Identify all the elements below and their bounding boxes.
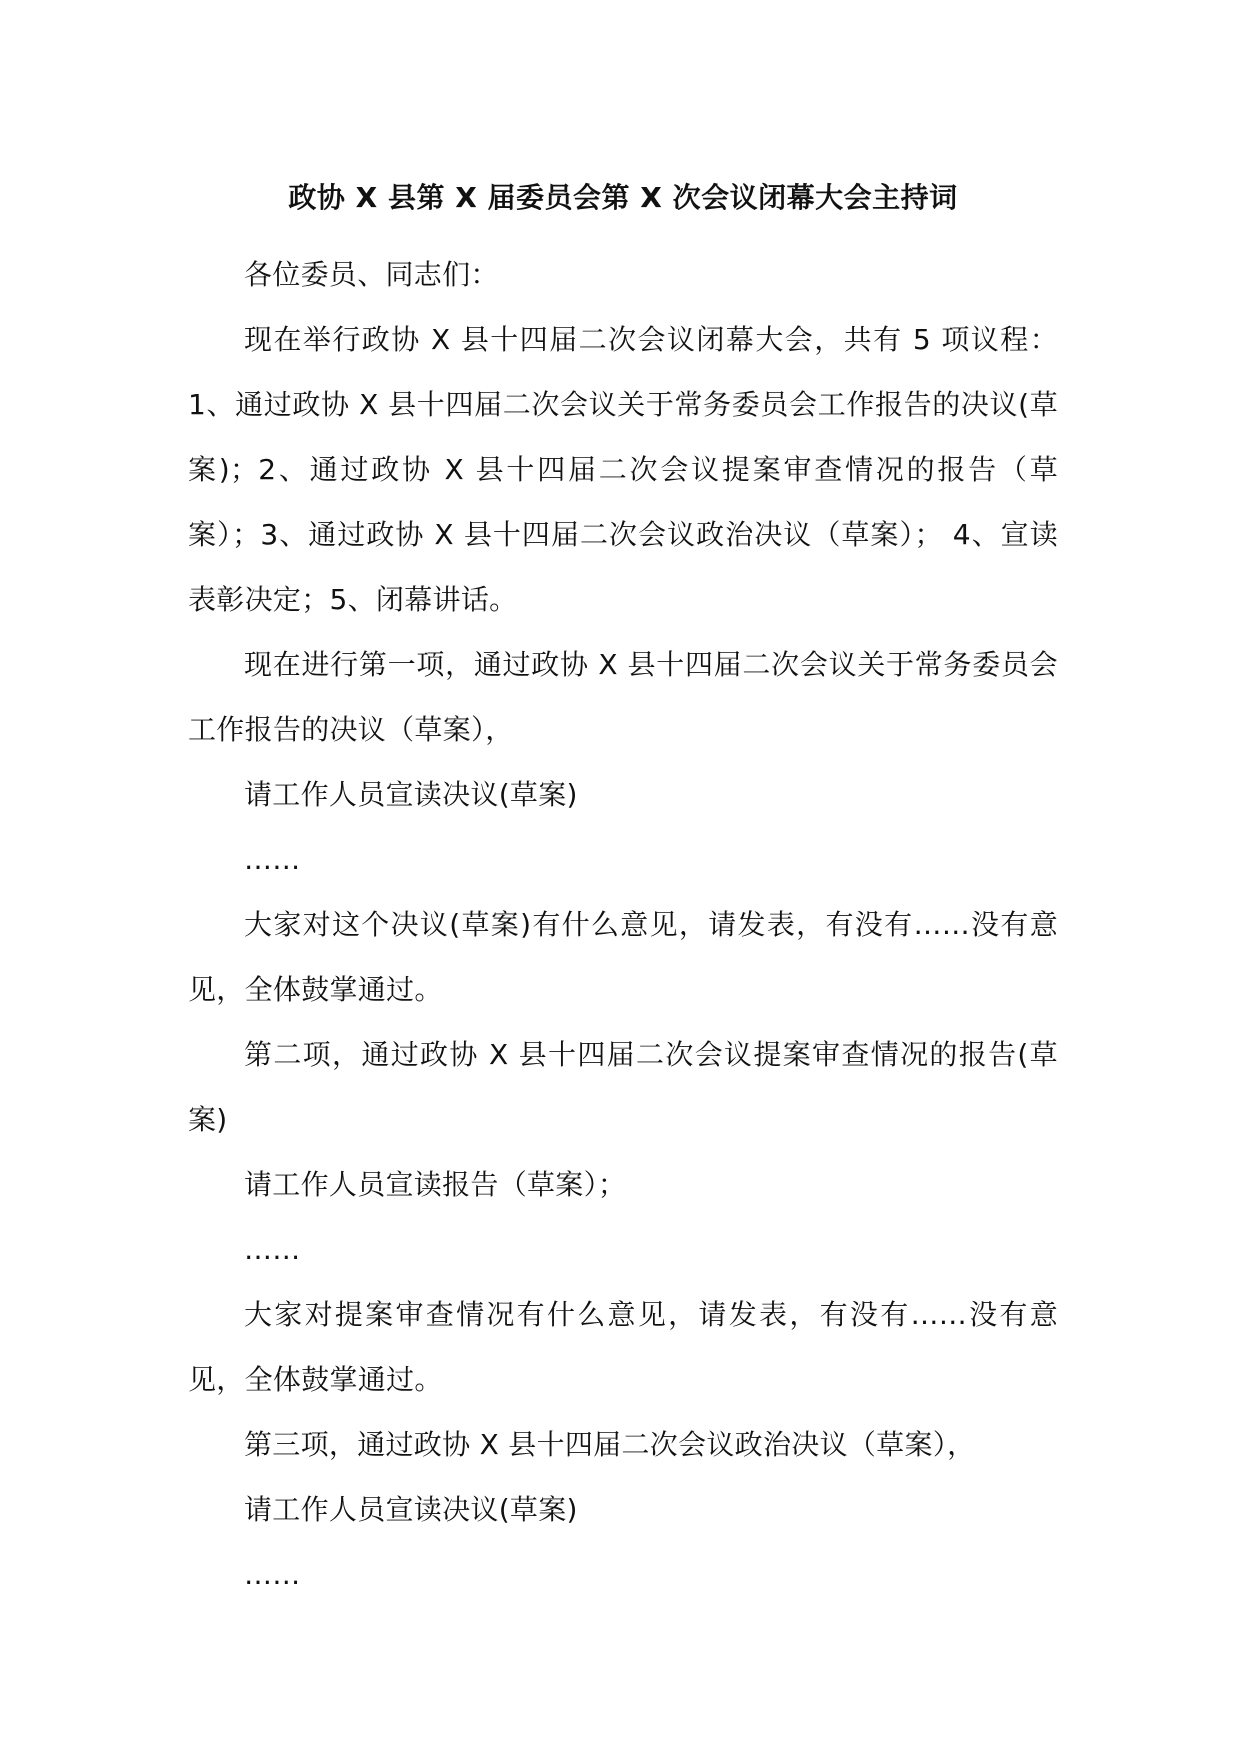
paragraph-ellipsis-1: …… bbox=[244, 843, 301, 876]
paragraph-read-resolution-1: 请工作人员宣读决议(草案) bbox=[244, 778, 578, 811]
paragraph-read-resolution-3: 请工作人员宣读决议(草案) bbox=[244, 1493, 578, 1526]
paragraph-item-3: 第三项，通过政协 X 县十四届二次会议政治决议（草案）， bbox=[244, 1428, 976, 1461]
paragraph-ellipsis-2: …… bbox=[244, 1233, 301, 1266]
paragraph-agenda: 现在举行政协 X 县十四届二次会议闭幕大会，共有 5 项议程：1、通过政协 X 县十四届二次会议关于常务委员会工作报告的决议(草案)；2、通过政协 X 县十四届二次会议提案审查情况的报告（草案）；3、通过政协 X 县十四届二次会议政治决议（草案）； 4、宣读表彰决定；5、闭幕讲话。 bbox=[188, 323, 1058, 616]
paragraph-approval-2: 大家对提案审查情况有什么意见，请发表，有没有……没有意见，全体鼓掌通过。 bbox=[188, 1298, 1058, 1396]
paragraph-salutation: 各位委员、同志们： bbox=[244, 258, 499, 291]
paragraph-read-report: 请工作人员宣读报告（草案）； bbox=[244, 1168, 627, 1201]
paragraph-approval-1: 大家对这个决议(草案)有什么意见，请发表，有没有……没有意见，全体鼓掌通过。 bbox=[188, 908, 1058, 1006]
paragraph-item-2: 第二项，通过政协 X 县十四届二次会议提案审查情况的报告(草案) bbox=[188, 1038, 1058, 1136]
document-title: 政协 X 县第 X 届委员会第 X 次会议闭幕大会主持词 bbox=[288, 181, 958, 214]
paragraph-ellipsis-3: …… bbox=[244, 1558, 301, 1591]
document-body bbox=[188, 168, 1058, 1607]
paragraph-item-1: 现在进行第一项，通过政协 X 县十四届二次会议关于常务委员会工作报告的决议（草案）， bbox=[188, 648, 1058, 746]
